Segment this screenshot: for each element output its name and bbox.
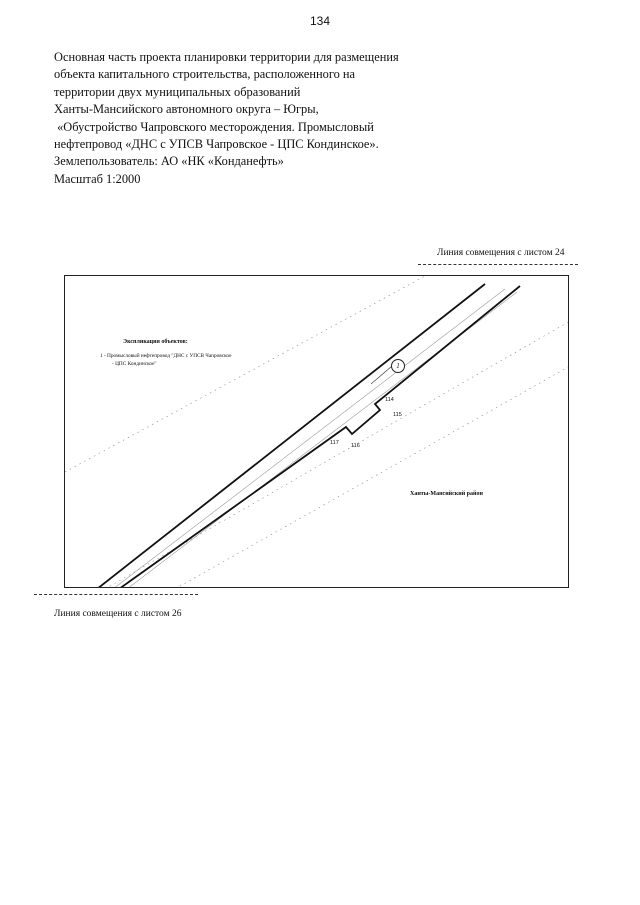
pipeline-left-edge: [97, 284, 485, 588]
district-label: Ханты-Мансийский район: [410, 491, 483, 497]
marker-leader: [371, 366, 392, 384]
heading-line: Основная часть проекта планировки территории для размещения: [54, 50, 399, 64]
heading-line: Масштаб 1:2000: [54, 171, 141, 186]
point-label: 115: [393, 412, 402, 418]
legend-title: Экспликация объектов:: [123, 339, 188, 345]
match-line-bottom-label: Линия совмещения с листом 26: [54, 609, 182, 619]
point-label: 116: [351, 443, 360, 449]
page-number: 134: [309, 14, 331, 28]
heading-line: территории двух муниципальных образований: [54, 84, 301, 99]
heading-line: Ханты-Мансийского автономного округа – Югры,: [54, 102, 319, 117]
map-drawing: [65, 276, 569, 588]
match-line-top: [418, 264, 578, 265]
object-number-marker: 1: [391, 359, 405, 373]
map-frame: [64, 275, 569, 588]
heading-line: объекта капитального строительства, расположенного на: [54, 67, 356, 82]
legend-item: [100, 352, 290, 368]
point-label: 117: [330, 440, 339, 446]
corridor-line: [113, 289, 505, 588]
heading-line: Землепользователь: АО «НК «Конданефть»: [54, 154, 284, 169]
match-line-bottom: [34, 594, 198, 595]
heading-line: «Обустройство Чапровского месторождения. Промысловый: [54, 119, 374, 134]
heading-line: нефтепровод «ДНС с УПСВ Чапровское - ЦПС Кондинское».: [54, 137, 379, 152]
legend-item-line: - ЦПС Кондинское": [112, 361, 157, 367]
boundary-line: [175, 366, 569, 588]
point-label: 114: [385, 397, 394, 403]
match-line-top-label: Линия совмещения с листом 24: [437, 248, 565, 258]
document-heading: [54, 49, 434, 188]
legend-item-line: 1 - Промысловый нефтепровод "ДНС с УПСВ Чапровское: [100, 353, 232, 359]
pipeline-right-edge: [119, 286, 520, 588]
